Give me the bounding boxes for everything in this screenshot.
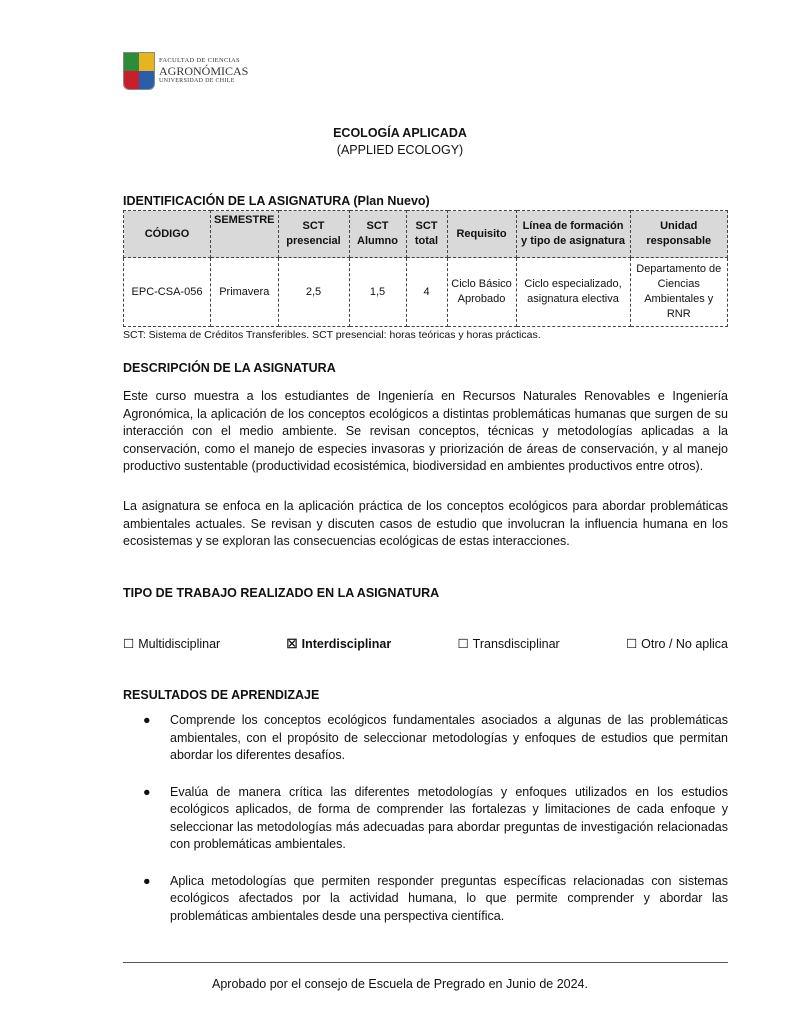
header-cell: Requisito (447, 211, 516, 258)
cell-sct-alumno: 1,5 (349, 258, 406, 327)
checkbox-unchecked-icon[interactable]: ☐ (457, 637, 469, 651)
cell-codigo: EPC-CSA-056 (124, 258, 211, 327)
header-cell: Unidad responsable (630, 211, 727, 258)
bullet-icon: ● (143, 713, 151, 727)
document-title: ECOLOGÍA APLICADA (333, 126, 467, 140)
option-label: Interdisciplinar (301, 636, 392, 651)
learning-outcomes-list (123, 712, 728, 944)
header-cell: SEMESTRE (211, 211, 279, 258)
table-row (124, 258, 728, 327)
bullet-icon: ● (143, 784, 151, 799)
work-type-options (123, 636, 728, 651)
cell-sct-presencial: 2,5 (278, 258, 349, 327)
table-note: SCT: Sistema de Créditos Transferibles. SCT presencial: horas teóricas y horas prácticas. (123, 329, 541, 341)
checkbox-unchecked-icon[interactable]: ☐ (625, 637, 638, 651)
cell-linea-formacion: Ciclo especializado, asignatura electiva (516, 258, 630, 327)
option-label: Transdisciplinar (472, 636, 560, 651)
faculty-logo (123, 38, 248, 90)
option-otro[interactable] (626, 636, 728, 651)
logo-line1: FACULTAD DE CIENCIAS (159, 57, 240, 65)
cell-sct-total: 4 (406, 258, 447, 327)
work-type-heading: TIPO DE TRABAJO REALIZADO EN LA ASIGNATURA (123, 586, 440, 600)
list-item-text: Aplica metodologías que permiten responder preguntas específicas relacionadas con sistemas ecológicos afectados por la actividad humana, lo que permite comprender y abordar las problemáticas ambientales desde una perspectiva científica. (170, 873, 728, 923)
identification-heading: IDENTIFICACIÓN DE LA ASIGNATURA (Plan Nuevo) (123, 194, 430, 208)
list-item (123, 873, 728, 926)
option-multidisciplinar[interactable] (123, 636, 220, 651)
table-header-row (124, 211, 728, 258)
cell-semestre: Primavera (211, 258, 279, 327)
option-label: Multidisciplinar (138, 636, 221, 651)
list-item (123, 712, 728, 765)
list-item-text: Evalúa de manera crítica las diferentes metodologías y enfoques utilizados en los estudios ecológicos aplicados, de forma de comprender las fortalezas y limitaciones de cada enfoque y seleccionar las metodologías más adecuadas para abordar preguntas de investigación relacionadas con problemáticas ambientales. (170, 784, 728, 851)
description-paragraph-2: La asignatura se enfoca en la aplicación práctica de los conceptos ecológicos para abordar problemáticas ambientales actuales. Se revisan y discuten casos de estudio que involucran la influencia humana en los ecosistemas y se exploran las consecuencias ecológicas de estas interacciones. (123, 499, 728, 548)
logo-line2: AGRONÓMICAS (159, 64, 249, 79)
option-label: Otro / No aplica (641, 636, 728, 651)
header-cell: SCT presencial (278, 211, 349, 258)
cell-requisito: Ciclo Básico Aprobado (447, 258, 516, 327)
list-item (123, 784, 728, 854)
option-interdisciplinar[interactable] (286, 636, 391, 651)
logo-line3: UNIVERSIDAD DE CHILE (159, 77, 235, 84)
identification-table (123, 210, 728, 327)
footer-text: Aprobado por el consejo de Escuela de Pregrado en Junio de 2024. (212, 977, 588, 991)
university-shield-icon (123, 52, 155, 90)
option-transdisciplinar[interactable] (457, 636, 559, 651)
bullet-icon: ● (143, 873, 151, 888)
checkbox-checked-icon[interactable]: ☒ (286, 637, 298, 651)
header-cell: SCT total (406, 211, 447, 258)
header-cell: SCT Alumno (349, 211, 406, 258)
description-heading: DESCRIPCIÓN DE LA ASIGNATURA (123, 361, 336, 375)
cell-unidad: Departamento de Ciencias Ambientales y RNR (630, 258, 727, 327)
header-cell: Línea de formación y tipo de asignatura (516, 211, 630, 258)
description-paragraph-1: Este curso muestra a los estudiantes de Ingeniería en Recursos Naturales Renovables e Ingeniería Agronómica, la aplicación de los conceptos ecológicos a distintas problemáticas humanas que surgen de su interacción con el medio ambiente. Se revisan conceptos, técnicas y metodologías aplicadas a la conservación, como el manejo de especies invasoras y priorización de áreas de conservación, y al manejo productivo sustentable (productividad ecosistémica, biodiversidad en ambientes productivos entre otros). (123, 389, 728, 473)
list-item-text: Comprende los conceptos ecológicos fundamentales asociados a algunas de las problemáticas ambientales, con el propósito de seleccionar metodologías y enfoques de estudios que permitan abordar los diferentes desafíos. (170, 713, 728, 762)
document-subtitle: (APPLIED ECOLOGY) (336, 143, 464, 157)
header-cell: CÓDIGO (124, 211, 211, 258)
footer-divider (123, 962, 728, 963)
learning-outcomes-heading: RESULTADOS DE APRENDIZAJE (123, 688, 320, 702)
checkbox-unchecked-icon[interactable]: ☐ (123, 637, 135, 651)
